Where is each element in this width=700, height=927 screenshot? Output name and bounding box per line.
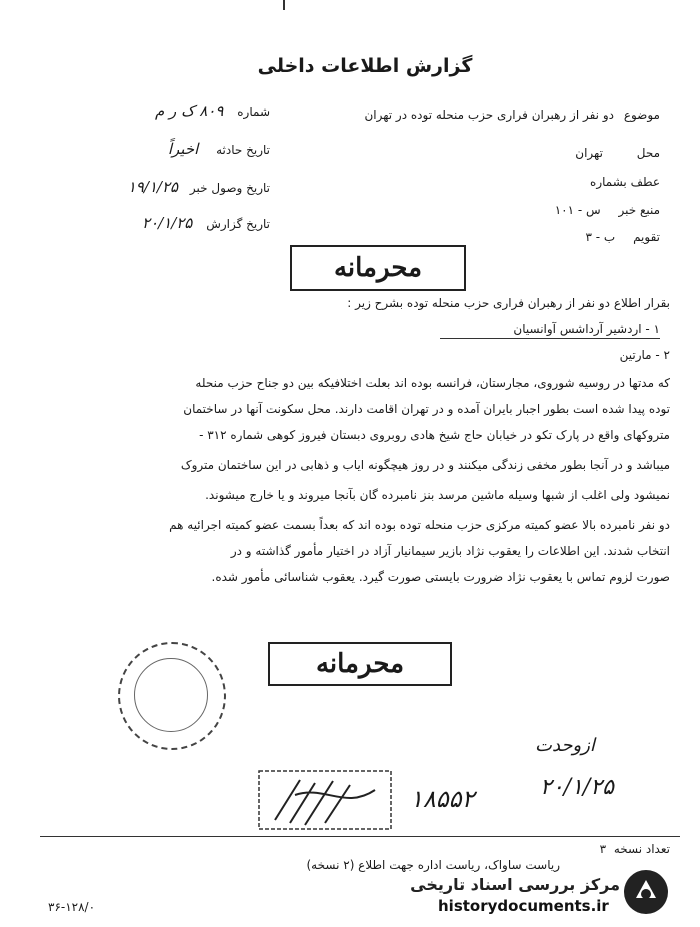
number-value: ۸۰۹ ک ر م [155, 102, 224, 120]
body-line: نمیشود ولی اغلب از شبها وسیله ماشین مرسد بنز نامبرده گان بآنجا میروند و یا خارج میشوند. [205, 488, 670, 502]
report-title: گزارش اطلاعات داخلی [257, 55, 473, 77]
confidential-stamp-top-text: محرمانه [333, 253, 423, 283]
footer-divider [40, 836, 680, 837]
number-label: شماره [237, 105, 270, 119]
recipients: ریاست ساواک، ریاست اداره جهت اطلاع (۲ نسخه) [306, 858, 560, 872]
body-line: میباشد و در آنجا بطور مخفی زندگی میکنند و در روز هیچگونه ایاب و ذهابی در این ساختمان متروک [180, 458, 670, 472]
document-code: ۳۶-۱۲۸/۰ [48, 900, 96, 914]
archive-logo-icon [622, 868, 670, 916]
hatched-stamp-mark [255, 765, 395, 835]
source-label: منبع خبر [618, 203, 660, 217]
incident-date-label: تاریخ حادثه [216, 143, 270, 157]
report-date-label: تاریخ گزارش [206, 217, 270, 231]
place-value: تهران [575, 146, 603, 160]
calendar-label: تقویم [633, 230, 660, 244]
body-line: که مدتها در روسیه شوروی، مجارستان، فرانسه بوده اند بعلت اختلافیکه بین دو جناح حزب منحله [195, 376, 670, 390]
number-row [90, 102, 270, 120]
body-line: توده پیدا شده است بطور اجبار بایران آمده و در تهران اقامت دارند. محل سکونت آنها در ساختمان [183, 402, 670, 416]
incident-date-value: اخیراً [167, 140, 199, 158]
report-date-value: ۲۰/۱/۲۵ [141, 214, 193, 232]
source-value: س - ۱۰۱ [554, 203, 601, 217]
body-line: متروکهای واقع در پارک تکو در خیابان حاج شیخ هادی روبروی دبستان فیروز کوهی شماره ۳۱۲ - [199, 428, 670, 442]
top-mark [283, 0, 285, 10]
confidential-stamp-bottom [268, 642, 452, 686]
receipt-date-row [90, 178, 270, 196]
calendar-value: ب - ۳ [585, 230, 616, 244]
seal-inner-ring [134, 658, 208, 732]
ref-label: عطف بشماره [590, 175, 660, 189]
body-line: انتخاب شدند. این اطلاعات را یعقوب نژاد بازیر سیمانیار آزاد در اختیار مأمور گذاشته و در [230, 544, 670, 558]
place-label: محل [636, 146, 660, 160]
place-row [400, 146, 660, 160]
watermark-title: مرکز بررسی اسناد تاریخی [410, 875, 620, 894]
subject-row [320, 108, 660, 122]
registration-number: ۱۸۵۵۲ [410, 785, 475, 813]
body-item-1 [440, 322, 660, 339]
body-line: دو نفر نامبرده بالا عضو کمیته مرکزی حزب منحله توده بوده اند که بعداً بسمت عضو کمیته اجرائیه هم [169, 518, 670, 532]
signature-initials: ازوحدت [535, 735, 595, 756]
watermark-url: historydocuments.ir [438, 897, 609, 915]
circular-seal [118, 642, 226, 750]
copies-row [560, 842, 670, 856]
subject-value: دو نفر از رهبران فراری حزب منحله توده در تهران [364, 108, 614, 122]
confidential-stamp-top [290, 245, 466, 291]
body-intro: بقرار اطلاع دو نفر از رهبران فراری حزب منحله توده بشرح زیر : [347, 296, 670, 310]
subject-label: موضوع [623, 108, 660, 122]
body-item-1-text: ۱ - اردشیر آرداشس آوانسیان [513, 322, 660, 336]
copies-label: تعداد نسخه [613, 842, 670, 856]
body-item-2 [520, 348, 670, 362]
report-date-row [90, 214, 270, 232]
source-row [480, 203, 660, 217]
calendar-row [480, 230, 660, 244]
receipt-date-value: ۱۹/۱/۲۵ [127, 178, 179, 196]
signature-date: ۲۰/۱/۲۵ [540, 775, 614, 800]
body-item-2-text: ۲ - مارتین [619, 348, 670, 362]
copies-value: ۳ [599, 842, 607, 856]
ref-row [400, 175, 660, 189]
confidential-stamp-bottom-text: محرمانه [315, 649, 405, 679]
incident-date-row [90, 140, 270, 158]
receipt-date-label: تاریخ وصول خبر [189, 181, 270, 195]
body-line: صورت لزوم تماس با یعقوب نژاد ضرورت بایستی صورت گیرد. یعقوب شناسائی مأمور شده. [211, 570, 670, 584]
